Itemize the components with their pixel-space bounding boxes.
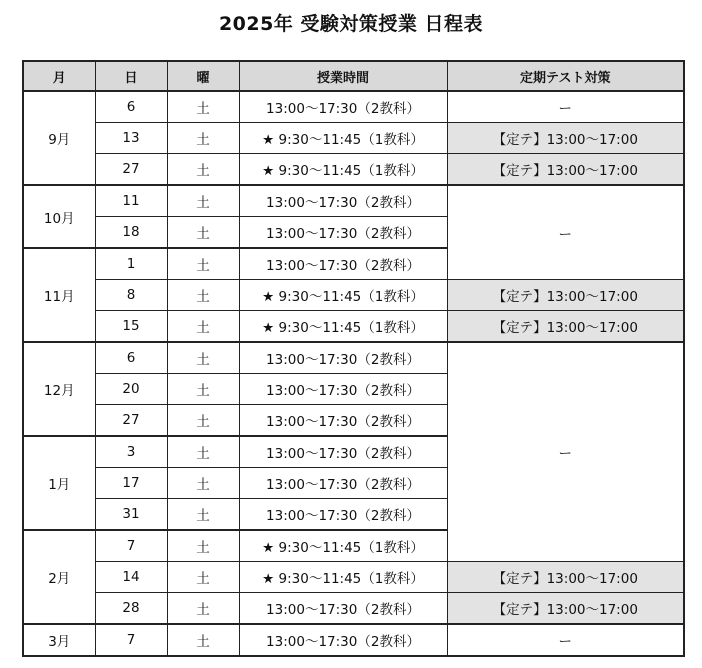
- weekday-cell: 土: [167, 562, 239, 593]
- table-row: [23, 280, 684, 311]
- time-cell: ★ 9:30〜11:45（1教科）: [239, 154, 447, 186]
- day-cell: 1: [95, 248, 167, 280]
- test-session-cell: 【定テ】13:00〜17:00: [447, 593, 684, 625]
- test-session-cell: 【定テ】13:00〜17:00: [447, 280, 684, 311]
- header-month: 月: [23, 61, 95, 91]
- table-row: [23, 154, 684, 186]
- time-cell: 13:00〜17:30（2教科）: [239, 374, 447, 405]
- time-cell: ★ 9:30〜11:45（1教科）: [239, 311, 447, 343]
- weekday-cell: 土: [167, 624, 239, 656]
- weekday-cell: 土: [167, 342, 239, 374]
- test-session-cell: 【定テ】13:00〜17:00: [447, 311, 684, 343]
- test-none-cell: ー: [447, 342, 684, 562]
- day-cell: 6: [95, 91, 167, 123]
- month-cell: 10月: [23, 185, 95, 248]
- time-cell: 13:00〜17:30（2教科）: [239, 185, 447, 217]
- time-cell: ★ 9:30〜11:45（1教科）: [239, 123, 447, 154]
- time-cell: 13:00〜17:30（2教科）: [239, 217, 447, 249]
- day-cell: 8: [95, 280, 167, 311]
- day-cell: 7: [95, 530, 167, 562]
- time-cell: ★ 9:30〜11:45（1教科）: [239, 530, 447, 562]
- time-cell: ★ 9:30〜11:45（1教科）: [239, 562, 447, 593]
- day-cell: 7: [95, 624, 167, 656]
- test-none-cell: ー: [447, 185, 684, 280]
- table-row: [23, 311, 684, 343]
- weekday-cell: 土: [167, 154, 239, 186]
- weekday-cell: 土: [167, 248, 239, 280]
- table-row: [23, 624, 684, 656]
- table-row: [23, 342, 684, 374]
- weekday-cell: 土: [167, 405, 239, 437]
- test-session-cell: 【定テ】13:00〜17:00: [447, 562, 684, 593]
- weekday-cell: 土: [167, 123, 239, 154]
- table-row: [23, 123, 684, 154]
- table-row: [23, 562, 684, 593]
- test-session-cell: 【定テ】13:00〜17:00: [447, 154, 684, 186]
- month-cell: 2月: [23, 530, 95, 624]
- day-cell: 17: [95, 468, 167, 499]
- day-cell: 20: [95, 374, 167, 405]
- day-cell: 3: [95, 436, 167, 468]
- month-cell: 1月: [23, 436, 95, 530]
- day-cell: 31: [95, 499, 167, 531]
- schedule-table: [22, 60, 685, 657]
- table-row: [23, 185, 684, 217]
- time-cell: 13:00〜17:30（2教科）: [239, 248, 447, 280]
- weekday-cell: 土: [167, 280, 239, 311]
- day-cell: 13: [95, 123, 167, 154]
- test-none-cell: ー: [447, 624, 684, 656]
- weekday-cell: 土: [167, 217, 239, 249]
- time-cell: 13:00〜17:30（2教科）: [239, 91, 447, 123]
- day-cell: 11: [95, 185, 167, 217]
- schedule-body: [23, 91, 684, 656]
- weekday-cell: 土: [167, 499, 239, 531]
- table-row: [23, 593, 684, 625]
- header-row: [23, 61, 684, 91]
- day-cell: 14: [95, 562, 167, 593]
- day-cell: 18: [95, 217, 167, 249]
- time-cell: 13:00〜17:30（2教科）: [239, 436, 447, 468]
- month-cell: 11月: [23, 248, 95, 342]
- weekday-cell: 土: [167, 468, 239, 499]
- time-cell: 13:00〜17:30（2教科）: [239, 499, 447, 531]
- test-session-cell: 【定テ】13:00〜17:00: [447, 123, 684, 154]
- weekday-cell: 土: [167, 374, 239, 405]
- time-cell: 13:00〜17:30（2教科）: [239, 593, 447, 625]
- time-cell: 13:00〜17:30（2教科）: [239, 405, 447, 437]
- weekday-cell: 土: [167, 185, 239, 217]
- day-cell: 27: [95, 154, 167, 186]
- day-cell: 6: [95, 342, 167, 374]
- month-cell: 12月: [23, 342, 95, 436]
- header-weekday: 曜: [167, 61, 239, 91]
- day-cell: 28: [95, 593, 167, 625]
- table-row: [23, 91, 684, 123]
- test-none-cell: ー: [447, 91, 684, 123]
- month-cell: 3月: [23, 624, 95, 656]
- time-cell: 13:00〜17:30（2教科）: [239, 342, 447, 374]
- time-cell: 13:00〜17:30（2教科）: [239, 468, 447, 499]
- weekday-cell: 土: [167, 436, 239, 468]
- month-cell: 9月: [23, 91, 95, 185]
- weekday-cell: 土: [167, 91, 239, 123]
- weekday-cell: 土: [167, 593, 239, 625]
- header-test: 定期テスト対策: [447, 61, 684, 91]
- weekday-cell: 土: [167, 530, 239, 562]
- page-title: 2025年 受験対策授業 日程表: [218, 13, 484, 35]
- header-time: 授業時間: [239, 61, 447, 91]
- time-cell: ★ 9:30〜11:45（1教科）: [239, 280, 447, 311]
- weekday-cell: 土: [167, 311, 239, 343]
- header-day: 日: [95, 61, 167, 91]
- day-cell: 15: [95, 311, 167, 343]
- time-cell: 13:00〜17:30（2教科）: [239, 624, 447, 656]
- day-cell: 27: [95, 405, 167, 437]
